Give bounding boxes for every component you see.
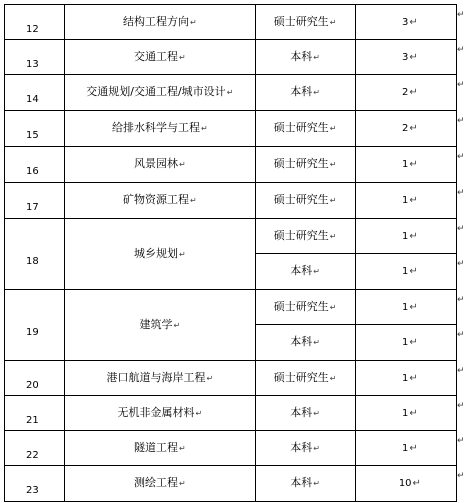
paragraph-mark-icon: ↵ [409, 337, 418, 348]
paragraph-mark-icon: ↵ [329, 196, 337, 205]
paragraph-mark-icon: ↵ [313, 88, 320, 97]
paragraph-mark-icon: ↵ [329, 17, 337, 27]
degree-cell: 本科↵ [255, 40, 355, 75]
row-end-mark-icon: ↵ [457, 188, 465, 198]
row-end-mark-icon: ↵ [457, 401, 465, 411]
row-number-cell: 19 [5, 290, 65, 361]
paragraph-mark-icon: ↵ [409, 87, 418, 98]
paragraph-mark-icon: ↵ [206, 373, 214, 383]
table-row [5, 147, 457, 183]
count-cell: 3↵ [355, 40, 456, 75]
table-row [5, 219, 457, 254]
paragraph-mark-icon: ↵ [329, 124, 337, 133]
count-cell: 1↵ [355, 431, 456, 466]
degree-cell: 本科↵ [255, 396, 355, 431]
table-row [5, 183, 457, 219]
count-cell: 1↵ [355, 183, 456, 219]
table-row [5, 396, 457, 431]
row-number-cell: 12 [5, 5, 65, 40]
paragraph-mark-icon: ↵ [329, 302, 337, 312]
degree-cell: 硕士研究生↵ [255, 5, 355, 40]
degree-cell: 硕士研究生↵ [255, 219, 355, 254]
paragraph-mark-icon: ↵ [409, 301, 418, 313]
paragraph-mark-icon: ↵ [409, 159, 418, 170]
degree-cell: 硕士研究生↵ [255, 147, 355, 183]
row-end-mark-icon: ↵ [457, 330, 465, 340]
count-cell: 3↵ [355, 5, 456, 40]
row-number-cell: 22 [5, 431, 65, 466]
paragraph-mark-icon: ↵ [178, 479, 186, 488]
paragraph-mark-icon: ↵ [313, 479, 320, 488]
table-row [5, 466, 457, 502]
major-cell: 给排水科学与工程↵ [65, 111, 255, 147]
paragraph-mark-icon: ↵ [329, 231, 337, 241]
row-number-cell: 17 [5, 183, 65, 219]
paragraph-mark-icon: ↵ [200, 124, 208, 133]
row-end-mark-icon: ↵ [457, 10, 465, 20]
degree-cell: 本科↵ [255, 254, 355, 290]
count-cell: 1↵ [355, 219, 456, 254]
row-end-mark-icon: ↵ [457, 116, 465, 126]
degree-cell: 硕士研究生↵ [255, 111, 355, 147]
row-end-mark-icon: ↵ [457, 80, 465, 90]
paragraph-mark-icon: ↵ [178, 249, 186, 259]
row-end-mark-icon: ↵ [457, 224, 465, 234]
count-cell: 2↵ [355, 75, 456, 111]
paragraph-mark-icon: ↵ [409, 442, 418, 454]
paragraph-mark-icon: ↵ [195, 408, 203, 418]
paragraph-mark-icon: ↵ [189, 196, 197, 205]
row-end-mark-icon: ↵ [457, 295, 465, 305]
row-number-cell: 20 [5, 361, 65, 396]
degree-cell: 硕士研究生↵ [255, 361, 355, 396]
paragraph-mark-icon: ↵ [409, 16, 418, 28]
count-cell: 2↵ [355, 111, 456, 147]
table-row [5, 431, 457, 466]
table-row [5, 75, 457, 111]
paragraph-mark-icon: ↵ [409, 123, 418, 134]
paragraph-mark-icon: ↵ [409, 266, 418, 277]
row-end-mark-icon: ↵ [457, 259, 465, 269]
table-row [5, 111, 457, 147]
paragraph-mark-icon: ↵ [189, 17, 197, 27]
paragraph-mark-icon: ↵ [313, 267, 320, 276]
paragraph-mark-icon: ↵ [313, 52, 320, 62]
count-cell: 1↵ [355, 290, 456, 325]
paragraph-mark-icon: ↵ [313, 443, 320, 453]
paragraph-mark-icon: ↵ [178, 160, 186, 169]
degree-cell: 本科↵ [255, 466, 355, 502]
major-cell: 交通工程↵ [65, 40, 255, 75]
degree-cell: 硕士研究生↵ [255, 290, 355, 325]
degree-cell: 本科↵ [255, 325, 355, 361]
major-cell: 结构工程方向↵ [65, 5, 255, 40]
major-cell: 无机非金属材料↵ [65, 396, 255, 431]
major-cell: 风景园林↵ [65, 147, 255, 183]
count-cell: 1↵ [355, 361, 456, 396]
table-row [5, 290, 457, 325]
recruitment-table [4, 4, 457, 502]
table-row [5, 361, 457, 396]
row-number-cell: 21 [5, 396, 65, 431]
row-number-cell: 18 [5, 219, 65, 290]
table-row [5, 40, 457, 75]
degree-cell: 硕士研究生↵ [255, 183, 355, 219]
row-end-mark-icon: ↵ [457, 45, 465, 55]
paragraph-mark-icon: ↵ [329, 373, 337, 383]
row-number-cell: 16 [5, 147, 65, 183]
major-cell: 建筑学↵ [65, 290, 255, 361]
paragraph-mark-icon: ↵ [409, 230, 418, 242]
row-number-cell: 15 [5, 111, 65, 147]
row-number-cell: 14 [5, 75, 65, 111]
paragraph-mark-icon: ↵ [313, 408, 320, 418]
degree-cell: 本科↵ [255, 75, 355, 111]
paragraph-mark-icon: ↵ [409, 51, 418, 63]
paragraph-mark-icon: ↵ [178, 52, 186, 62]
major-cell: 城乡规划↵ [65, 219, 255, 290]
count-cell: 1↵ [355, 325, 456, 361]
row-end-mark-icon: ↵ [457, 152, 465, 162]
paragraph-mark-icon: ↵ [178, 443, 186, 453]
row-end-mark-icon: ↵ [457, 436, 465, 446]
count-cell: 10↵ [355, 466, 456, 502]
degree-cell: 本科↵ [255, 431, 355, 466]
major-cell: 港口航道与海岸工程↵ [65, 361, 255, 396]
row-end-mark-icon: ↵ [457, 366, 465, 376]
row-end-mark-icon: ↵ [457, 471, 465, 481]
paragraph-mark-icon: ↵ [313, 338, 320, 347]
paragraph-mark-icon: ↵ [173, 320, 181, 330]
count-cell: 1↵ [355, 396, 456, 431]
major-cell: 交通规划/交通工程/城市设计↵ [65, 75, 255, 111]
paragraph-mark-icon: ↵ [412, 478, 421, 489]
row-number-cell: 23 [5, 466, 65, 502]
row-number-cell: 13 [5, 40, 65, 75]
paragraph-mark-icon: ↵ [329, 160, 337, 169]
major-cell: 隧道工程↵ [65, 431, 255, 466]
count-cell: 1↵ [355, 147, 456, 183]
paragraph-mark-icon: ↵ [409, 407, 418, 419]
count-cell: 1↵ [355, 254, 456, 290]
major-cell: 测绘工程↵ [65, 466, 255, 502]
major-cell: 矿物资源工程↵ [65, 183, 255, 219]
paragraph-mark-icon: ↵ [409, 195, 418, 206]
paragraph-mark-icon: ↵ [226, 88, 234, 97]
table-row [5, 5, 457, 40]
paragraph-mark-icon: ↵ [409, 372, 418, 384]
